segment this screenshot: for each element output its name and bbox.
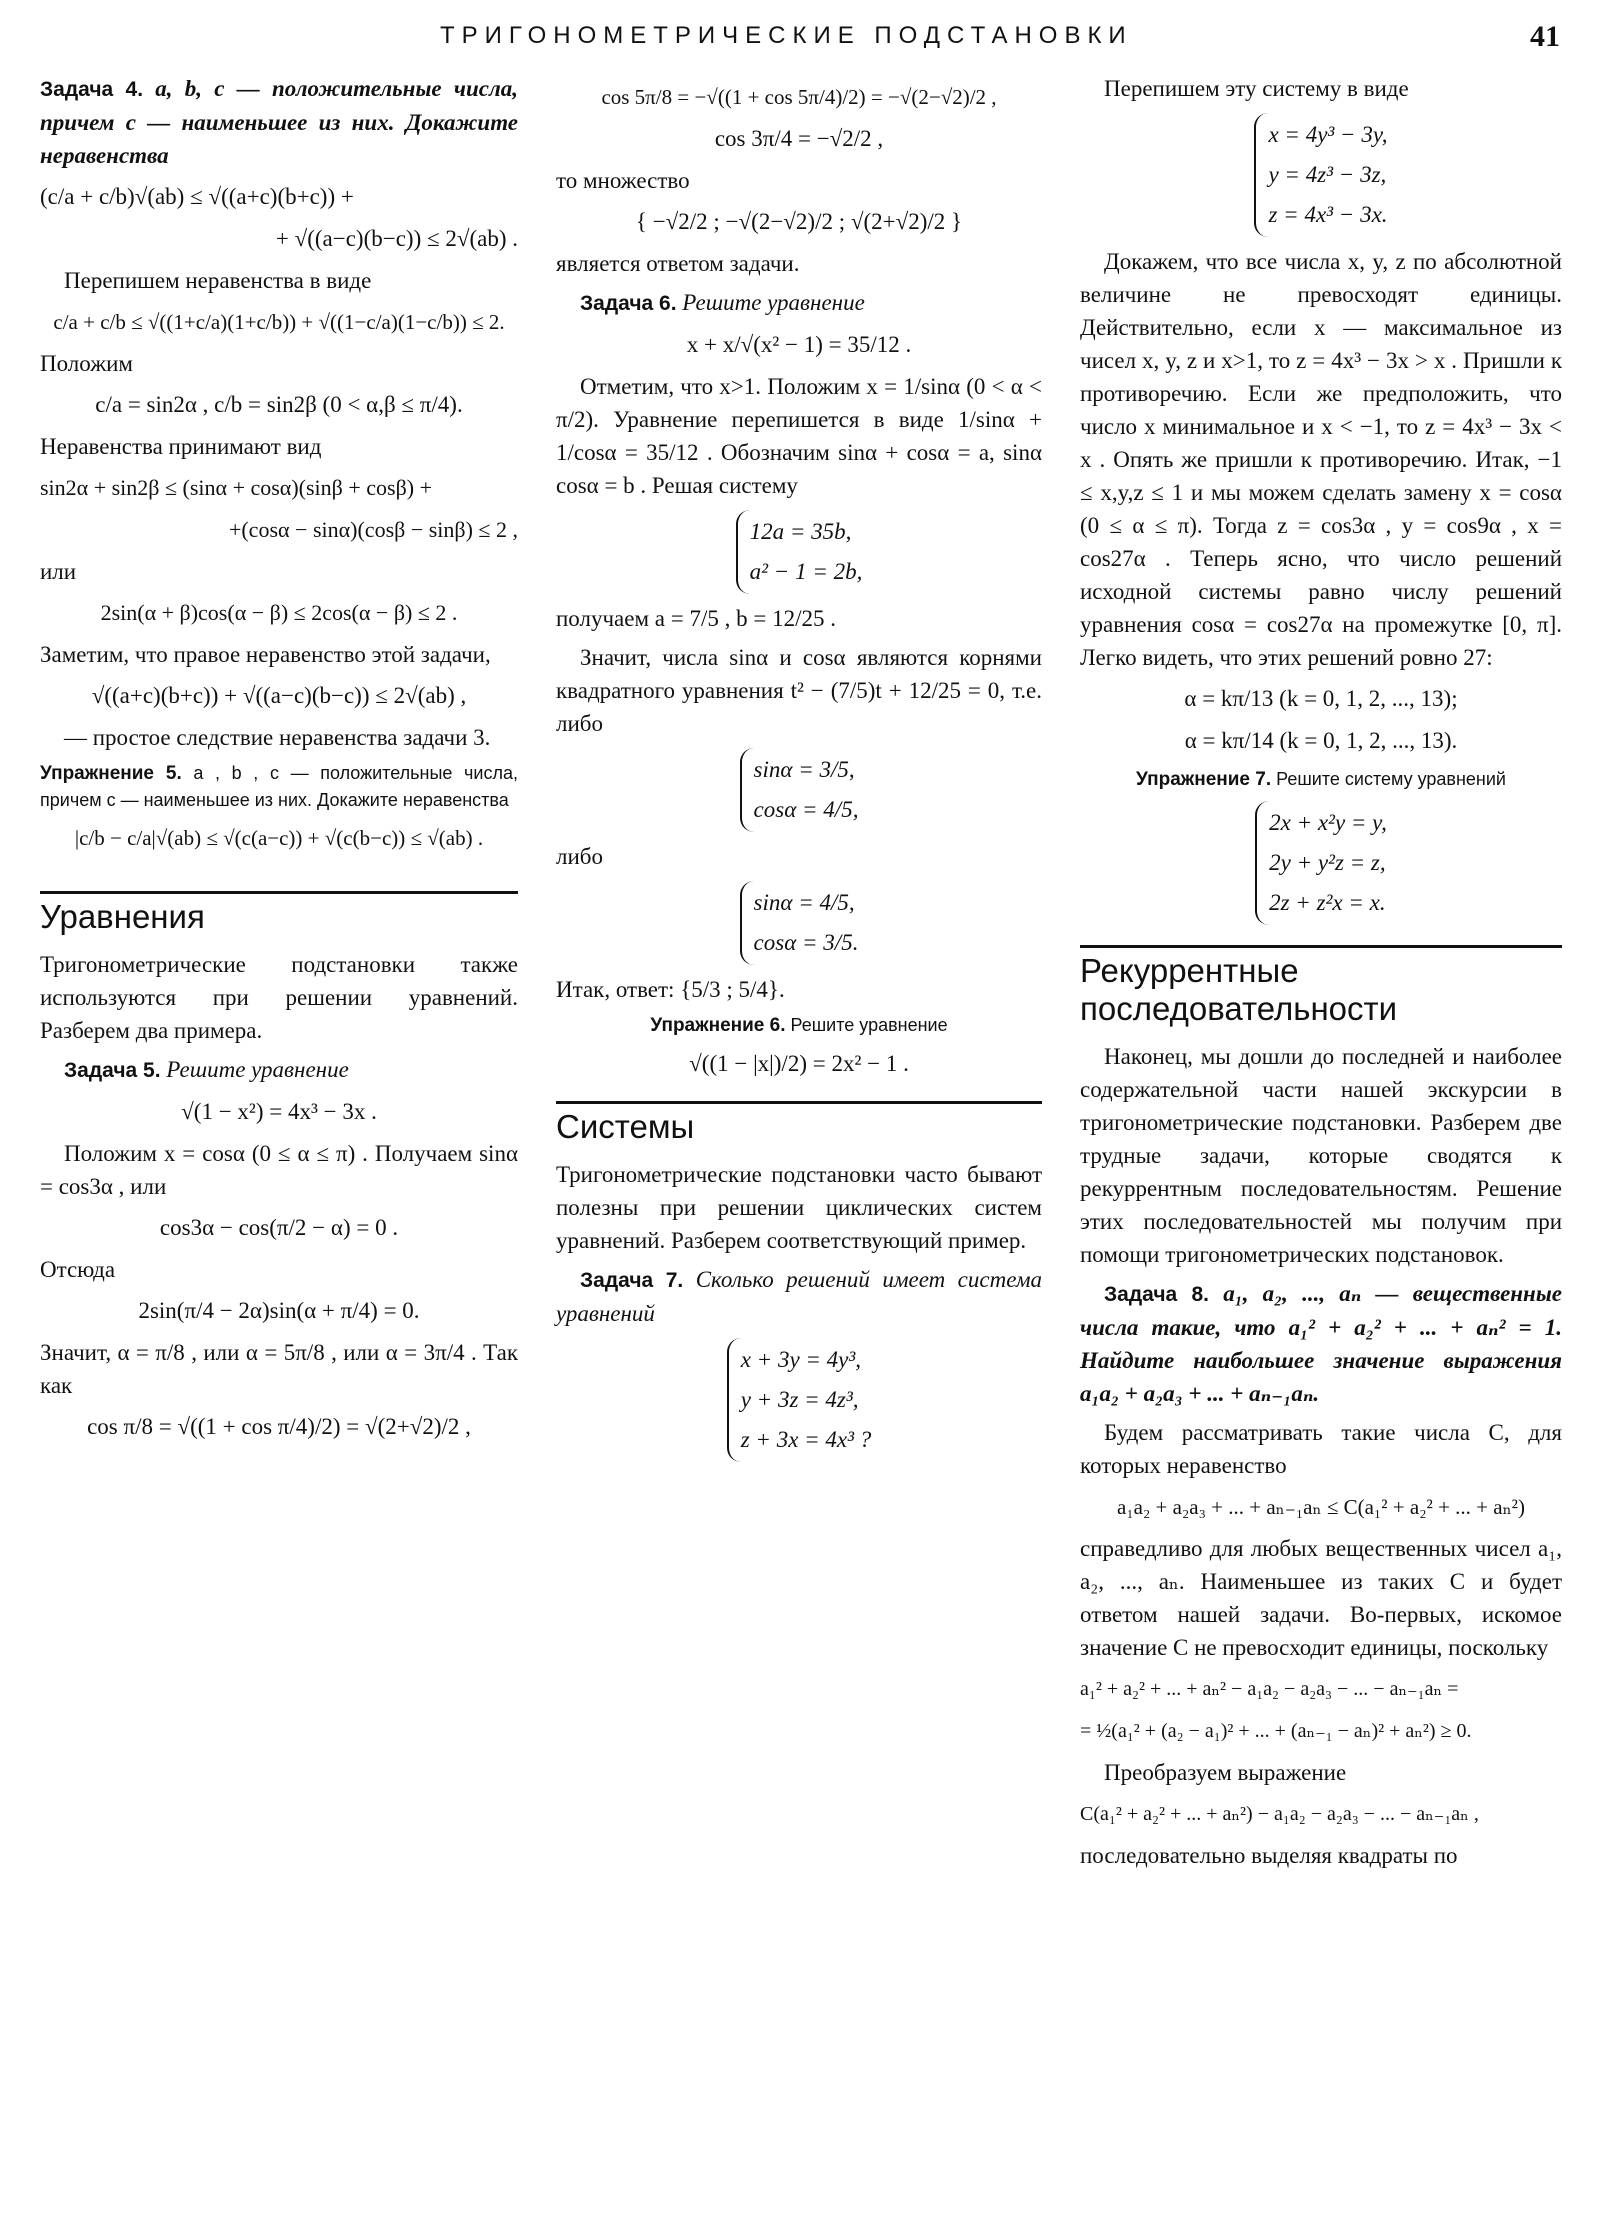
column-3 bbox=[1080, 72, 1562, 1878]
system-4-eq-1: x + 3y = 4y³, bbox=[740, 1347, 862, 1372]
paragraph-means: Значит, α = π/8 , или α = 5π/8 , или α = 3π/4 . Так как bbox=[40, 1340, 518, 1398]
system-1-eq-1: 12a = 35b, bbox=[749, 519, 852, 544]
system-1-eq-2: a² − 1 = 2b, bbox=[749, 559, 863, 584]
task-5 bbox=[40, 1053, 518, 1087]
paragraph-roots: Значит, числа sinα и cosα являются корнями квадратного уравнения t² − (7/5)t + 12/25 = 0, т.е. либо bbox=[556, 645, 1042, 736]
task-5-label: Задача 5. bbox=[64, 1059, 161, 1082]
system-6-eq-1: 2x + x²y = y, bbox=[1269, 810, 1387, 835]
exercise-6-text: Решите уравнение bbox=[790, 1015, 948, 1035]
system-3-eq-1: sinα = 4/5, bbox=[753, 890, 855, 915]
task-7 bbox=[556, 1263, 1042, 1330]
paragraph-set: Положим bbox=[40, 351, 133, 376]
formula-4a: sin2α + sin2β ≤ (sinα + cosα)(sinβ + cosβ) + bbox=[40, 475, 433, 500]
formula-8: √(1 − x²) = 4x³ − 3x . bbox=[181, 1099, 377, 1124]
paragraph-transform: Преобразуем выражение bbox=[1104, 1760, 1347, 1785]
formula-1a: (c/a + c/b)√(ab) ≤ √((a+c)(b+c)) + bbox=[40, 184, 354, 209]
system-4 bbox=[556, 1338, 1042, 1462]
paragraph-either: либо bbox=[556, 844, 603, 869]
task-6 bbox=[556, 286, 1042, 320]
task-4-text: a, b, c — положительные числа, причем c — наименьшее из них. Докажите неравенства bbox=[40, 76, 518, 168]
paragraph-answer: является ответом задачи. bbox=[556, 251, 800, 276]
system-3-eq-2: cosα = 3/5. bbox=[753, 930, 859, 955]
paragraph-rewrite: Перепишем неравенства в виде bbox=[64, 268, 372, 293]
system-5-eq-1: x = 4y³ − 3y, bbox=[1268, 122, 1388, 147]
formula-c3-2: α = kπ/14 (k = 0, 1, 2, ..., 13). bbox=[1184, 728, 1458, 753]
paragraph-consequence: — простое следствие неравенства задачи 3. bbox=[64, 725, 491, 750]
running-title: ТРИГОНОМЕТРИЧЕСКИЕ ПОДСТАНОВКИ bbox=[440, 22, 1133, 49]
formula-c3-3: a₁a₂ + a₂a₃ + ... + aₙ₋₁aₙ ≤ C(a₁² + a₂² + ... + aₙ²) bbox=[1117, 1495, 1525, 1519]
section-systems: Системы bbox=[556, 1101, 1042, 1146]
formula-1b: + √((a−c)(b−c)) ≤ 2√(ab) . bbox=[275, 226, 518, 251]
task-6-label: Задача 6. bbox=[580, 292, 677, 315]
task-4 bbox=[40, 72, 518, 172]
task-8-label: Задача 8. bbox=[1104, 1283, 1209, 1306]
paragraph-rewrite-c3: Перепишем эту систему в виде bbox=[1104, 76, 1409, 101]
system-4-eq-3: z + 3x = 4x³ ? bbox=[740, 1427, 872, 1452]
formula-c3-1: α = kπ/13 (k = 0, 1, 2, ..., 13); bbox=[1184, 686, 1458, 711]
system-6-brace bbox=[1255, 801, 1387, 925]
paragraph-or: или bbox=[40, 559, 77, 584]
paragraph-note: Заметим, что правое неравенство этой задачи, bbox=[40, 642, 491, 667]
system-6 bbox=[1080, 801, 1562, 925]
exercise-7 bbox=[1080, 766, 1562, 793]
system-2 bbox=[556, 748, 1042, 832]
system-4-brace bbox=[727, 1338, 872, 1462]
paragraph-valid: справедливо для любых вещественных чисел a₁, a₂, ..., aₙ. Наименьшее из таких C и будет ответом нашей задачи. Во-первых, искомое значение C не превосходит единицы, поскольку bbox=[1080, 1536, 1562, 1660]
task-8 bbox=[1080, 1277, 1562, 1410]
exercise-5-text: a , b , c — положительные числа, причем c — наименьшее из них. Докажите неравенства bbox=[40, 763, 518, 810]
system-5-brace bbox=[1254, 113, 1387, 237]
paragraph-final-answer: Итак, ответ: {5/3 ; 5/4}. bbox=[556, 977, 785, 1002]
system-2-eq-2: cosα = 4/5, bbox=[753, 797, 859, 822]
paragraph-last: последовательно выделяя квадраты по bbox=[1080, 1843, 1458, 1868]
section-recurrent: Рекуррентные последовательности bbox=[1080, 945, 1562, 1028]
system-6-eq-2: 2y + y²z = z, bbox=[1269, 850, 1386, 875]
system-3 bbox=[556, 881, 1042, 965]
paragraph-prove: Докажем, что все числа x, y, z по абсолютной величине не превосходят единицы. Действительно, если x — максимальное из чисел x, y, z и x>1, то z = 4x³ − 3x > x . Пришли к противоречию. Если же предположить, что число x минимальное и x < −1, то z = 4x³ − 3x < x . Опять же пришли к противоречию. Итак, −1 ≤ x,y,z ≤ 1 и мы можем сделать замену x = cosα (0 ≤ α ≤ π). Тогда z = cos3α , y = cos9α , x = cos27α . Теперь ясно, что число решений исходной системы равно числу решений уравнения cosα = cos27α на промежутке [0, π]. Легко видеть, что этих решений ровно 27: bbox=[1080, 249, 1562, 670]
formula-c2-4: x + x/√(x² − 1) = 35/12 . bbox=[686, 332, 912, 357]
page-number: 41 bbox=[1530, 20, 1560, 53]
formula-c3-4a: a₁² + a₂² + ... + aₙ² − a₁a₂ − a₂a₃ − ... − aₙ₋₁aₙ = bbox=[1080, 1678, 1459, 1700]
exercise-6 bbox=[556, 1012, 1042, 1039]
paragraph-substitution: Положим x = cosα (0 ≤ α ≤ π) . Получаем sinα = cos3α , или bbox=[40, 1141, 518, 1199]
column-2 bbox=[556, 72, 1042, 1470]
task-7-label: Задача 7. bbox=[580, 1269, 684, 1292]
paragraph-consider: Будем рассматривать такие числа C, для которых неравенство bbox=[1080, 1420, 1562, 1478]
formula-2: c/a + c/b ≤ √((1+c/a)(1+c/b)) + √((1−c/a)(1−c/b)) ≤ 2. bbox=[53, 310, 505, 334]
formula-5: 2sin(α + β)cos(α − β) ≤ 2cos(α − β) ≤ 2 . bbox=[100, 600, 458, 625]
formula-c2-5: √((1 − |x|)/2) = 2x² − 1 . bbox=[689, 1051, 909, 1076]
paragraph-note-c2: Отметим, что x>1. Положим x = 1/sinα (0 < α < π/2). Уравнение перепишется в виде 1/sinα + 1/cosα = 35/12 . Обозначим sinα + cosα = a, sinα cosα = b . Решая систему bbox=[556, 374, 1042, 498]
formula-3: c/a = sin2α , c/b = sin2β (0 < α,β ≤ π/4). bbox=[95, 392, 463, 417]
system-5-eq-3: z = 4x³ − 3x. bbox=[1268, 202, 1388, 227]
formula-4b: +(cosα − sinα)(cosβ − sinβ) ≤ 2 , bbox=[228, 517, 518, 542]
paragraph-recurrent-intro: Наконец, мы дошли до последней и наиболее содержательной части нашей экскурсии в тригонометрические подстановки. Разберем две трудные задачи, которые сводятся к рекуррентным последовательностям. Решение этих последовательностей мы получим при помощи тригонометрических подстановок. bbox=[1080, 1044, 1562, 1267]
paragraph-set-c2: то множество bbox=[556, 168, 690, 193]
exercise-5 bbox=[40, 760, 518, 813]
system-3-brace bbox=[740, 881, 859, 965]
system-1 bbox=[556, 510, 1042, 594]
system-5 bbox=[1080, 113, 1562, 237]
formula-c2-1: cos 5π/8 = −√((1 + cos 5π/4)/2) = −√(2−√2)/2 , bbox=[601, 85, 997, 109]
exercise-7-label: Упражнение 7. bbox=[1136, 769, 1272, 790]
system-2-brace bbox=[740, 748, 859, 832]
formula-c3-5: C(a₁² + a₂² + ... + aₙ²) − a₁a₂ − a₂a₃ − ... − aₙ₋₁aₙ , bbox=[1080, 1803, 1479, 1825]
formula-9: cos3α − cos(π/2 − α) = 0 . bbox=[159, 1215, 399, 1240]
system-5-eq-2: y = 4z³ − 3z, bbox=[1268, 162, 1387, 187]
exercise-7-text: Решите систему уравнений bbox=[1276, 769, 1506, 789]
paragraph-get: получаем a = 7/5 , b = 12/25 . bbox=[556, 606, 836, 631]
formula-c3-4b: = ½(a₁² + (a₂ − a₁)² + ... + (aₙ₋₁ − aₙ)² + aₙ²) ≥ 0. bbox=[1080, 1720, 1472, 1742]
column-1 bbox=[40, 72, 518, 1452]
task-5-text: Решите уравнение bbox=[166, 1057, 349, 1082]
task-7-text: Сколько решений имеет система уравнений bbox=[556, 1267, 1043, 1326]
formula-c2-3: { −√2/2 ; −√(2−√2)/2 ; √(2+√2)/2 } bbox=[635, 209, 963, 234]
formula-7: |c/b − c/a|√(ab) ≤ √(c(a−c)) + √(c(b−c)) ≤ √(ab) . bbox=[74, 826, 484, 850]
formula-c2-2: cos 3π/4 = −√2/2 , bbox=[714, 126, 884, 151]
system-6-eq-3: 2z + z²x = x. bbox=[1269, 890, 1386, 915]
paragraph-equations-intro: Тригонометрические подстановки также используются при решении уравнений. Разберем два примера. bbox=[40, 952, 518, 1043]
formula-10: 2sin(π/4 − 2α)sin(α + π/4) = 0. bbox=[138, 1298, 420, 1323]
task-4-label: Задача 4. bbox=[40, 78, 144, 101]
paragraph-take: Неравенства принимают вид bbox=[40, 434, 322, 459]
formula-6: √((a+c)(b+c)) + √((a−c)(b−c)) ≤ 2√(ab) , bbox=[91, 683, 467, 708]
system-2-eq-1: sinα = 3/5, bbox=[753, 757, 855, 782]
exercise-6-label: Упражнение 6. bbox=[650, 1015, 786, 1036]
paragraph-hence: Отсюда bbox=[40, 1257, 116, 1282]
exercise-5-label: Упражнение 5. bbox=[40, 763, 182, 784]
formula-11: cos π/8 = √((1 + cos π/4)/2) = √(2+√2)/2 , bbox=[87, 1414, 471, 1439]
task-6-text: Решите уравнение bbox=[682, 290, 865, 315]
paragraph-systems-intro: Тригонометрические подстановки часто бывают полезны при решении циклических систем уравнений. Разберем соответствующий пример. bbox=[556, 1162, 1042, 1253]
system-4-eq-2: y + 3z = 4z³, bbox=[740, 1387, 859, 1412]
system-1-brace bbox=[736, 510, 863, 594]
task-8-text: a₁, a₂, ..., aₙ — вещественные числа такие, что a₁² + a₂² + ... + aₙ² = 1. Найдите наибольшее значение выражения a₁a₂ + a₂a₃ + ... + aₙ₋₁aₙ. bbox=[1080, 1281, 1562, 1406]
section-equations: Уравнения bbox=[40, 891, 518, 936]
